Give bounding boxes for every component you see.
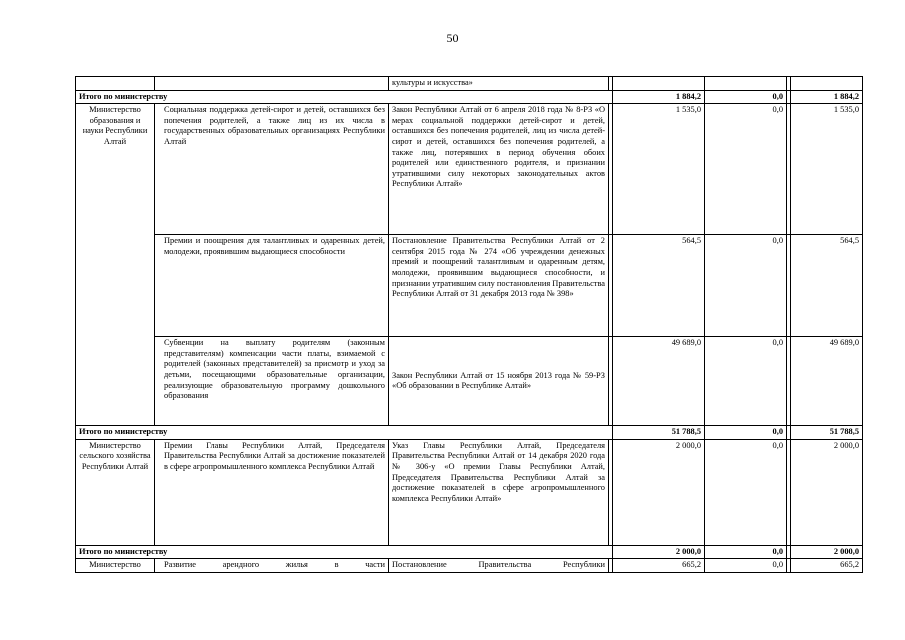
- amount-cell: [613, 77, 705, 91]
- amount-cell: 1 535,0: [791, 104, 863, 235]
- table-row: [76, 559, 863, 573]
- total-label: Итого по министерству: [76, 545, 613, 559]
- total-value-1: 2 000,0: [613, 545, 705, 559]
- ministry-cell: [76, 77, 155, 91]
- amount-cell: [705, 77, 787, 91]
- amount-cell: 0,0: [705, 235, 787, 337]
- legal-act-cell: Закон Республики Алтай от 15 ноября 2013 года № 59-РЗ «Об образовании в Республике Алтай»: [389, 337, 609, 426]
- program-cell: Субвенции на выплату родителям (законным представителям) компенсации части платы, взимаемой с родителей (законных представителей) за присмотр и уход за детьми, посещающими образовательные организации, реализующие образовательную программу дошкольного образования: [155, 337, 389, 426]
- table-row: [76, 235, 863, 337]
- table-row: [76, 104, 863, 235]
- total-label: Итого по министерству: [76, 90, 613, 104]
- total-row: [76, 545, 863, 559]
- amount-cell: 0,0: [705, 104, 787, 235]
- program-cell: Премии и поощрения для талантливых и одаренных детей, молодежи, проявившим выдающиеся способности: [155, 235, 389, 337]
- legal-act-cell: Постановление Правительства Республики Алтай от 2 сентября 2015 года № 274 «Об учреждении денежных премий и поощрений талантливым и одаренным детям, молодежи, проявившим выдающиеся способности, и признании утратившим силу постановления Правительства Республики Алтай от 31 декабря 2013 года № 398»: [389, 235, 609, 337]
- legal-act-cell: Постановление Правительства Республики: [389, 559, 609, 573]
- total-value-3: 1 884,2: [791, 90, 863, 104]
- program-cell: Развитие арендного жилья в части: [155, 559, 389, 573]
- total-value-2: 0,0: [705, 545, 787, 559]
- amount-cell: 2 000,0: [791, 439, 863, 545]
- table-row: [76, 77, 863, 91]
- budget-table: [75, 76, 863, 573]
- total-value-3: 51 788,5: [791, 426, 863, 440]
- amount-cell: 0,0: [705, 439, 787, 545]
- amount-cell: 2 000,0: [613, 439, 705, 545]
- ministry-cell: Министерство сельского хозяйства Республики Алтай: [76, 439, 155, 545]
- legal-act-cell: Закон Республики Алтай от 6 апреля 2018 года № 8-РЗ «О мерах социальной поддержки детей-сирот и детей, оставшихся без попечения родителей, лиц из числа детей-сирот и детей, оставшихся без попечения родителей, а также лиц, потерявших в период обучения обоих родителей или единственного родителя, и признании утратившими силу некоторых законодательных актов Республики Алтай»: [389, 104, 609, 235]
- amount-cell: [791, 77, 863, 91]
- legal-act-cell: культуры и искусства»: [389, 77, 609, 91]
- total-row: [76, 90, 863, 104]
- program-cell: Премии Главы Республики Алтай, Председателя Правительства Республики Алтай за достижение показателей в сфере агропромышленного комплекса Республики Алтай: [155, 439, 389, 545]
- amount-cell: 564,5: [613, 235, 705, 337]
- ministry-cell: Министерство образования и науки Республики Алтай: [76, 104, 155, 426]
- page-number: 50: [446, 31, 459, 45]
- total-value-1: 1 884,2: [613, 90, 705, 104]
- table-row: [76, 439, 863, 545]
- table-row: [76, 337, 863, 426]
- total-value-1: 51 788,5: [613, 426, 705, 440]
- amount-cell: 1 535,0: [613, 104, 705, 235]
- ministry-cell: Министерство: [76, 559, 155, 573]
- total-value-3: 2 000,0: [791, 545, 863, 559]
- total-value-2: 0,0: [705, 426, 787, 440]
- legal-act-cell: Указ Главы Республики Алтай, Председателя Правительства Республики Алтай от 14 декабря 2020 года № 306-у «О премии Главы Республики Алтай, Председателя Правительства Республики Алтай за достижение показателей в сфере агропромышленного комплекса Республики Алтай»: [389, 439, 609, 545]
- program-cell: [155, 77, 389, 91]
- total-row: [76, 426, 863, 440]
- total-label: Итого по министерству: [76, 426, 613, 440]
- total-value-2: 0,0: [705, 90, 787, 104]
- amount-cell: 665,2: [613, 559, 705, 573]
- amount-cell: 564,5: [791, 235, 863, 337]
- program-cell: Социальная поддержка детей-сирот и детей, оставшихся без попечения родителей, а также лиц из их числа в государственных образовательных организациях Республики Алтай: [155, 104, 389, 235]
- amount-cell: 0,0: [705, 559, 787, 573]
- amount-cell: 0,0: [705, 337, 787, 426]
- amount-cell: 49 689,0: [791, 337, 863, 426]
- amount-cell: 665,2: [791, 559, 863, 573]
- amount-cell: 49 689,0: [613, 337, 705, 426]
